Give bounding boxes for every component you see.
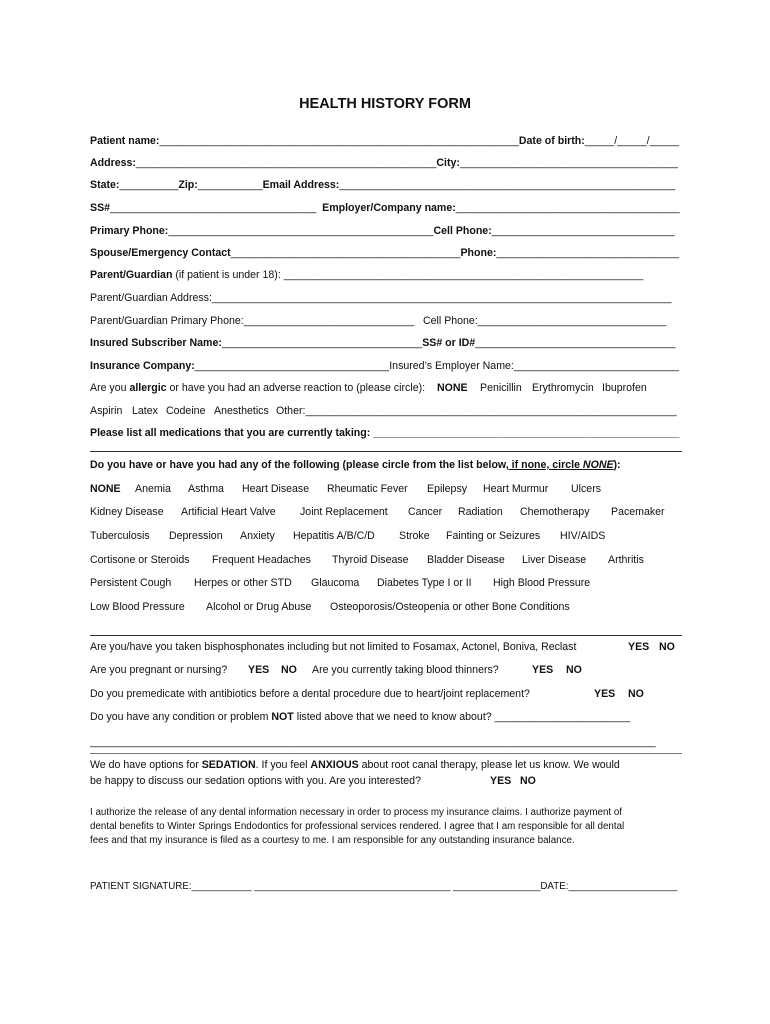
blood-thinners-question: Are you currently taking blood thinners? xyxy=(312,664,499,676)
condition-item[interactable]: Rheumatic Fever xyxy=(327,483,408,495)
pregnant-question: Are you pregnant or nursing? xyxy=(90,664,228,676)
ss-field[interactable]: ___________________________________ xyxy=(110,202,317,214)
other-condition-field-line[interactable]: ________________________________________________________________________________________________ xyxy=(90,736,656,748)
allergy-option-penicillin[interactable]: Penicillin xyxy=(480,382,522,394)
address-row xyxy=(90,156,678,170)
sedation-text: We do have options for xyxy=(90,759,202,771)
condition-item[interactable]: Thyroid Disease xyxy=(332,554,409,566)
sedation-text-3: about root canal therapy, please let us know. We would xyxy=(358,759,620,771)
date-label: DATE: xyxy=(540,881,569,892)
condition-item[interactable]: Hepatitis A/B/C/D xyxy=(293,530,375,542)
other-condition-text: Do you have any condition or problem xyxy=(90,711,272,723)
allergy-option-latex[interactable]: Latex xyxy=(132,405,158,417)
phone-field[interactable]: _______________________________ xyxy=(496,247,680,259)
parent-address-field[interactable]: ______________________________________________________________________________ xyxy=(211,292,672,304)
signature-label: PATIENT SIGNATURE: xyxy=(90,881,192,892)
state-label: State: xyxy=(90,179,120,191)
cell-phone-field[interactable]: _______________________________ xyxy=(491,225,675,237)
pregnant-yes[interactable]: YES xyxy=(248,664,270,676)
medications-field[interactable]: ____________________________________________________ xyxy=(373,427,680,439)
condition-item[interactable]: Alcohol or Drug Abuse xyxy=(206,601,312,613)
authorization-line-3: fees and that my insurance is filed as a courtesy to me. I am responsible for any outstanding insurance balance. xyxy=(90,835,575,846)
conditions-question-text: Do you have or have you had any of the following (please circle from the list below xyxy=(90,459,506,471)
condition-item[interactable]: Stroke xyxy=(399,530,430,542)
phone-label: Phone: xyxy=(460,247,497,259)
condition-item[interactable]: Liver Disease xyxy=(522,554,587,566)
condition-item[interactable]: Glaucoma xyxy=(311,577,360,589)
parent-guardian-row xyxy=(90,268,643,282)
parent-guardian-label: Parent/Guardian xyxy=(90,269,173,281)
employer-field[interactable]: ______________________________________ xyxy=(455,202,680,214)
dob-field[interactable]: _____/_____/_____ xyxy=(584,135,680,147)
condition-item[interactable]: Diabetes Type I or II xyxy=(377,577,472,589)
zip-field[interactable]: ___________ xyxy=(197,179,263,191)
condition-item[interactable]: Cancer xyxy=(408,506,443,518)
ss-or-id-label: SS# or ID# xyxy=(422,337,476,349)
spouse-field[interactable]: _______________________________________ xyxy=(230,247,461,259)
patient-name-row xyxy=(90,134,679,148)
section-divider xyxy=(90,451,682,452)
spouse-label: Spouse/Emergency Contact xyxy=(90,247,231,259)
ss-or-id-field[interactable]: __________________________________ xyxy=(475,337,676,349)
condition-item[interactable]: Asthma xyxy=(188,483,224,495)
allergy-other-row xyxy=(276,404,677,418)
parent-address-row xyxy=(90,291,671,305)
allergy-bold: allergic xyxy=(129,382,167,394)
patient-name-label: Patient name: xyxy=(90,135,160,147)
condition-item[interactable]: Frequent Headaches xyxy=(212,554,311,566)
state-field[interactable]: __________ xyxy=(119,179,179,191)
pregnant-no[interactable]: NO xyxy=(281,664,297,676)
sedation-line-1 xyxy=(90,758,620,772)
insurance-company-row xyxy=(90,359,679,373)
allergy-option-codeine[interactable]: Codeine xyxy=(166,405,206,417)
ss-label: SS# xyxy=(90,202,111,214)
allergy-suffix: or have you had an adverse reaction to (please circle): xyxy=(166,382,426,394)
condition-item[interactable]: Fainting or Seizures xyxy=(446,530,541,542)
form-title: HEALTH HISTORY FORM xyxy=(299,96,471,112)
conditions-question-none-text: , if none, circle xyxy=(505,459,583,471)
primary-phone-row xyxy=(90,224,674,238)
premedicate-no[interactable]: NO xyxy=(628,688,644,700)
condition-item[interactable]: Depression xyxy=(169,530,223,542)
conditions-question-none: NONE xyxy=(582,459,614,471)
state-row xyxy=(90,178,675,192)
dob-label: Date of birth: xyxy=(518,135,585,147)
parent-cell-phone-label: Cell Phone: xyxy=(423,315,478,327)
parent-phone-row xyxy=(90,314,415,328)
condition-item[interactable]: Ulcers xyxy=(571,483,602,495)
section-divider xyxy=(90,635,682,636)
signature-field[interactable]: ___________ ____________________________________ ________________ xyxy=(191,881,541,892)
allergy-option-ibuprofen[interactable]: Ibuprofen xyxy=(602,382,647,394)
sedation-yes[interactable]: YES xyxy=(490,775,512,787)
allergy-other-label: Other: xyxy=(276,405,306,417)
allergy-prefix: Are you xyxy=(90,382,130,394)
insured-employer-label: Insured’s Employer Name: xyxy=(389,360,514,372)
insured-employer-field[interactable]: ____________________________ xyxy=(513,360,679,372)
condition-item[interactable]: Heart Disease xyxy=(242,483,310,495)
patient-name-field[interactable]: _____________________________________________________________ xyxy=(159,135,519,147)
allergy-option-anesthetics[interactable]: Anesthetics xyxy=(214,405,269,417)
parent-primary-phone-label: Parent/Guardian Primary Phone: xyxy=(90,315,244,327)
email-label: Email Address: xyxy=(262,179,340,191)
insured-subscriber-field[interactable]: __________________________________ xyxy=(221,337,423,349)
primary-phone-field[interactable]: _____________________________________________ xyxy=(168,225,434,237)
condition-item[interactable]: Anemia xyxy=(135,483,171,495)
bisphosphonates-question: Are you/have you taken bisphosphonates including but not limited to Fosamax, Actonel, Boniva, Reclast xyxy=(90,641,577,653)
condition-item[interactable]: Arthritis xyxy=(608,554,644,566)
condition-item[interactable]: Anxiety xyxy=(240,530,275,542)
allergy-other-field[interactable]: _______________________________________________________________ xyxy=(305,405,677,417)
condition-item[interactable]: Epilepsy xyxy=(427,483,468,495)
parent-address-label: Parent/Guardian Address: xyxy=(90,292,212,304)
condition-item[interactable]: Heart Murmur xyxy=(483,483,549,495)
premedicate-yes[interactable]: YES xyxy=(594,688,616,700)
allergy-none-option[interactable]: NONE xyxy=(437,382,468,394)
insured-subscriber-label: Insured Subscriber Name: xyxy=(90,337,222,349)
blood-thinners-no[interactable]: NO xyxy=(566,664,582,676)
parent-guardian-note: (if patient is under 18): xyxy=(172,269,284,281)
other-condition-not: NOT xyxy=(271,711,294,723)
parent-cell-row xyxy=(423,314,666,328)
sedation-no[interactable]: NO xyxy=(520,775,536,787)
condition-item[interactable]: Artificial Heart Valve xyxy=(181,506,276,518)
authorization-line-2: dental benefits to Winter Springs Endodontics for professional services rendered. I agree that I am responsible for all dental xyxy=(90,821,625,832)
condition-item[interactable]: Cortisone or Steroids xyxy=(90,554,190,566)
cell-phone-label: Cell Phone: xyxy=(433,225,492,237)
bisphosphonates-no[interactable]: NO xyxy=(659,641,675,653)
other-condition-text-end: listed above that we need to know about? xyxy=(293,711,492,723)
condition-item[interactable]: HIV/AIDS xyxy=(560,530,606,542)
condition-item[interactable]: Bladder Disease xyxy=(427,554,505,566)
condition-item[interactable]: Persistent Cough xyxy=(90,577,172,589)
condition-item[interactable]: Osteoporosis/Osteopenia or other Bone Conditions xyxy=(330,601,570,613)
condition-item[interactable]: Radiation xyxy=(458,506,503,518)
other-condition-field[interactable]: _______________________ xyxy=(494,711,631,723)
other-condition-question xyxy=(90,710,630,724)
condition-item[interactable]: Chemotherapy xyxy=(520,506,590,518)
condition-item[interactable]: Tuberculosis xyxy=(90,530,150,542)
primary-phone-label: Primary Phone: xyxy=(90,225,169,237)
parent-primary-phone-field[interactable]: _____________________________ xyxy=(243,315,415,327)
allergy-option-aspirin[interactable]: Aspirin xyxy=(90,405,123,417)
condition-item[interactable]: Joint Replacement xyxy=(300,506,388,518)
condition-item[interactable]: High Blood Pressure xyxy=(493,577,591,589)
authorization-line-1: I authorize the release of any dental information necessary in order to process my insurance claims. I authorize payment of xyxy=(90,807,623,818)
condition-item[interactable]: Pacemaker xyxy=(611,506,665,518)
bisphosphonates-yes[interactable]: YES xyxy=(628,641,650,653)
zip-label: Zip: xyxy=(178,179,198,191)
medications-label: Please list all medications that you are currently taking: xyxy=(90,427,371,439)
conditions-question-end: ): xyxy=(613,459,621,471)
ss-row xyxy=(90,201,680,215)
email-field[interactable]: _________________________________________________________ xyxy=(339,179,676,191)
medications-row xyxy=(90,426,680,440)
allergy-option-erythromycin[interactable]: Erythromycin xyxy=(532,382,594,394)
condition-item[interactable]: Kidney Disease xyxy=(90,506,164,518)
spouse-row xyxy=(90,246,679,260)
address-label: Address: xyxy=(90,157,136,169)
anxious-bold: ANXIOUS xyxy=(310,759,359,771)
city-field[interactable]: _____________________________________ xyxy=(459,157,678,169)
conditions-question xyxy=(90,458,621,472)
sedation-line-2: be happy to discuss our sedation options with you. Are you interested? xyxy=(90,775,421,787)
sedation-text-2: . If you feel xyxy=(255,759,311,771)
blood-thinners-yes[interactable]: YES xyxy=(532,664,554,676)
condition-item[interactable]: Low Blood Pressure xyxy=(90,601,185,613)
address-field[interactable]: ___________________________________________________ xyxy=(135,157,437,169)
signature-row xyxy=(90,880,677,894)
employer-label: Employer/Company name: xyxy=(322,202,456,214)
premedicate-question: Do you premedicate with antibiotics before a dental procedure due to heart/joint replacement? xyxy=(90,688,530,700)
parent-guardian-field[interactable]: _____________________________________________________________ xyxy=(283,269,644,281)
section-divider xyxy=(90,753,682,754)
allergy-question xyxy=(90,381,425,395)
insured-subscriber-row xyxy=(90,336,676,350)
insurance-company-label: Insurance Company: xyxy=(90,360,195,372)
condition-none[interactable]: NONE xyxy=(90,483,121,495)
date-field[interactable]: ____________________ xyxy=(568,881,678,892)
city-label: City: xyxy=(436,157,460,169)
parent-cell-phone-field[interactable]: ________________________________ xyxy=(477,315,667,327)
condition-item[interactable]: Herpes or other STD xyxy=(194,577,292,589)
sedation-bold: SEDATION xyxy=(201,759,256,771)
insurance-company-field[interactable]: _________________________________ xyxy=(194,360,390,372)
